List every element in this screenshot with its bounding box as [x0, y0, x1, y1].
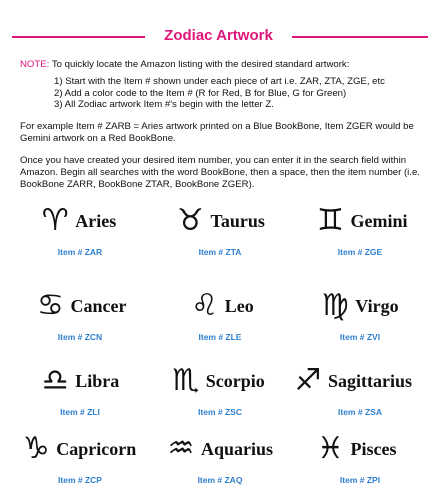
search-instructions: Once you have created your desired item number, you can enter it in the search field within Amazon. Begin all searches with the word BookBone, then a space, then the item number (i.e. BookBone ZARR, BookBone ZTAR, BookBone ZGER).	[20, 154, 420, 190]
sign-header	[290, 363, 430, 403]
zodiac-sign-gemini	[290, 203, 430, 273]
twins-icon: ♊	[317, 203, 344, 238]
zodiac-sign-capricorn	[10, 431, 150, 501]
zodiac-sign-cancer	[10, 288, 150, 358]
sign-header	[150, 431, 290, 471]
sign-header	[150, 203, 290, 243]
item-code: Item # ZVI	[339, 332, 381, 342]
item-code: Item # ZAQ	[197, 475, 243, 485]
sign-name: Cancer	[70, 296, 127, 316]
crab-icon: ♋	[37, 288, 64, 323]
item-code: Item # ZTA	[198, 247, 242, 257]
item-code: Item # ZCP	[58, 475, 102, 485]
sign-name: Libra	[75, 371, 120, 391]
ram-icon: ♈	[41, 203, 69, 238]
sign-name: Capricorn	[56, 439, 137, 459]
sign-name: Sagittarius	[328, 371, 413, 391]
note-paragraph	[20, 59, 430, 71]
zodiac-sign-aries	[10, 203, 150, 273]
sign-name: Aries	[75, 211, 117, 231]
zodiac-sign-pisces	[290, 431, 430, 501]
sign-name: Gemini	[350, 211, 408, 231]
sign-header	[10, 288, 150, 328]
fish-icon: ♓	[317, 431, 344, 466]
item-code: Item # ZGE	[337, 247, 383, 257]
zodiac-sign-libra	[10, 363, 150, 433]
sign-header	[290, 431, 430, 471]
water-bearer-icon: ♒	[167, 431, 195, 466]
sign-header	[150, 288, 290, 328]
sign-name: Aquarius	[201, 439, 274, 459]
zodiac-sign-taurus	[150, 203, 290, 273]
instructions-block	[20, 59, 430, 191]
sign-name: Pisces	[350, 439, 397, 459]
step-2: 2) Add a color code to the Item # (R for Red, B for Blue, G for Green)	[54, 87, 347, 99]
zodiac-sign-scorpio	[150, 363, 290, 433]
item-code: Item # ZCN	[57, 332, 103, 342]
sign-header	[290, 203, 430, 243]
maiden-icon: ♍	[321, 288, 349, 323]
step-1: 1) Start with the Item # shown under each piece of art i.e. ZAR, ZTA, ZGE, etc	[54, 76, 385, 87]
note-intro: To quickly locate the Amazon listing with the desired standard artwork:	[49, 59, 350, 70]
item-code: Item # ZLI	[60, 407, 100, 417]
sign-name: Leo	[224, 296, 254, 316]
sign-header	[10, 363, 150, 403]
scales-icon: ♎	[41, 363, 69, 398]
item-code: Item # ZPI	[339, 475, 381, 485]
zodiac-sign-aquarius	[150, 431, 290, 501]
title-rule-right	[292, 36, 428, 38]
sign-header	[10, 431, 150, 471]
item-code: Item # ZAR	[57, 247, 103, 257]
sign-header	[150, 363, 290, 403]
zodiac-sign-leo	[150, 288, 290, 358]
archer-icon: ♐	[294, 363, 322, 398]
item-code: Item # ZSC	[198, 407, 242, 417]
sign-header	[290, 288, 430, 328]
note-label: NOTE:	[20, 59, 50, 70]
example-paragraph: For example Item # ZARB = Aries artwork printed on a Blue BookBone, Item ZGER would be Gemini artwork on a Red BookBone.	[20, 120, 414, 144]
goat-icon: ♑	[22, 431, 50, 466]
scorpion-icon: ♏	[172, 363, 200, 398]
steps-list	[54, 76, 430, 111]
title-bar	[0, 26, 440, 46]
sign-name: Scorpio	[205, 371, 265, 391]
sign-name: Virgo	[355, 296, 399, 316]
item-code: Item # ZLE	[198, 332, 242, 342]
item-code: Item # ZSA	[338, 407, 382, 417]
zodiac-sign-sagittarius	[290, 363, 430, 433]
sign-name: Taurus	[210, 211, 265, 231]
zodiac-sign-virgo	[290, 288, 430, 358]
bull-icon: ♉	[177, 203, 204, 238]
page-title: Zodiac Artwork	[164, 27, 273, 44]
title-rule-left	[12, 36, 145, 38]
step-3: 3) All Zodiac artwork Item #'s begin with the letter Z.	[54, 99, 274, 110]
sign-header	[10, 203, 150, 243]
lion-icon: ♌	[191, 288, 219, 323]
